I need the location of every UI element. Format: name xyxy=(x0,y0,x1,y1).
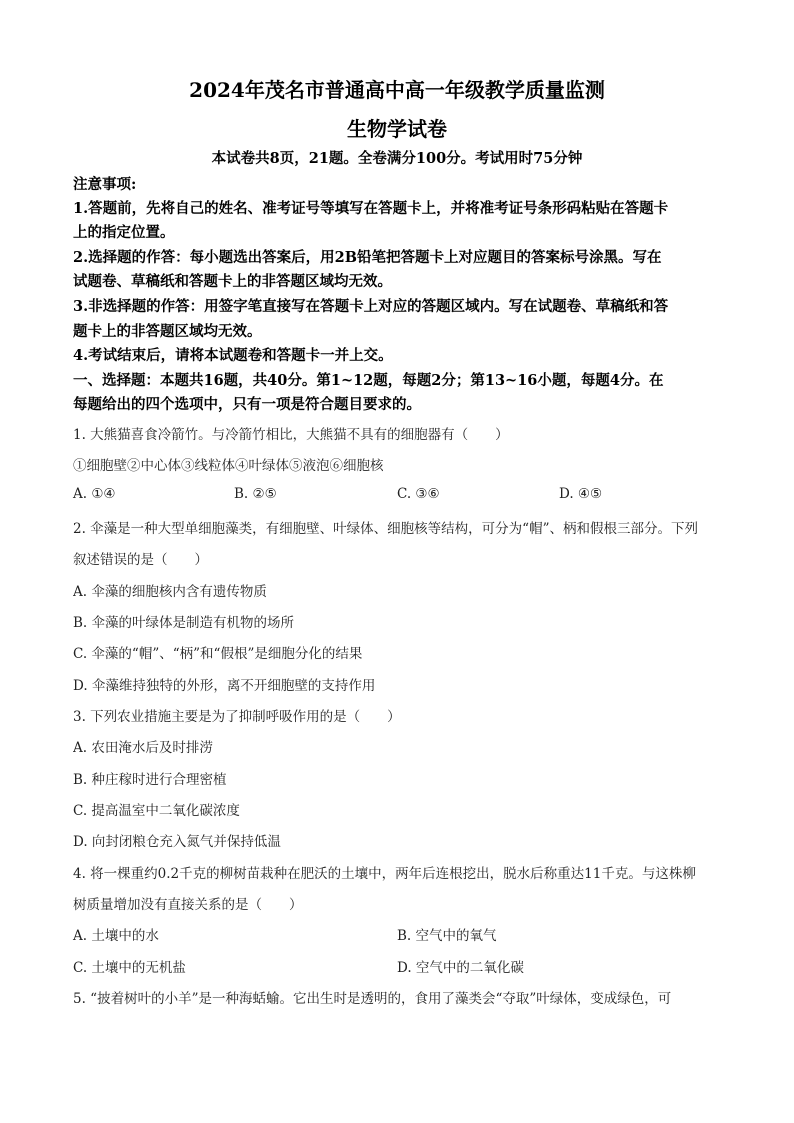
notice-item-2: 2.选择题的作答：每小题选出答案后，用2B铅笔把答题卡上对应题目的答案标号涂黑。写在 xyxy=(73,249,662,266)
notice-item-3-cont: 题卡上的非答题区域均无效。 xyxy=(73,323,262,340)
notice-item-4: 4.考试结束后，请将本试题卷和答题卡一并上交。 xyxy=(73,347,393,364)
question-1-stem: 1. 大熊猫喜食冷箭竹。与冷箭竹相比，大熊猫不具有的细胞器有（ ） xyxy=(73,427,509,443)
question-2-option-d: D. 伞藻维持独特的外形，离不开细胞壁的支持作用 xyxy=(73,678,376,694)
question-4-option-c: C. 土壤中的无机盐 xyxy=(73,960,186,976)
section-1-heading-cont: 每题给出的四个选项中，只有一项是符合题目要求的。 xyxy=(73,396,421,413)
question-3-option-b: B. 种庄稼时进行合理密植 xyxy=(73,772,227,788)
question-4-option-b: B. 空气中的氧气 xyxy=(397,928,497,944)
section-1-heading: 一、选择题：本题共16题，共40分。第1~12题，每题2分；第13~16小题，每题4分。在 xyxy=(73,372,664,389)
question-2-option-b: B. 伞藻的叶绿体是制造有机物的场所 xyxy=(73,615,295,631)
exam-info: 本试卷共8页，21题。全卷满分100分。考试用时75分钟 xyxy=(211,150,583,167)
question-3-option-a: A. 农田淹水后及时排涝 xyxy=(73,740,213,756)
notice-item-1-cont: 上的指定位置。 xyxy=(73,224,175,241)
question-3-option-c: C. 提高温室中二氧化碳浓度 xyxy=(73,803,240,819)
question-2-stem-cont: 叙述错误的是（ ） xyxy=(73,552,208,568)
question-4-stem-cont: 树质量增加没有直接关系的是（ ） xyxy=(73,897,303,913)
question-5-stem: 5. “披着树叶的小羊”是一种海蛞蝓。它出生时是透明的，食用了藻类会“夺取”叶绿体，变成绿色，可 xyxy=(73,991,672,1007)
question-4-stem: 4. 将一棵重约0.2千克的柳树苗栽种在肥沃的土壤中，两年后连根挖出，脱水后称重达11千克。与这株柳 xyxy=(73,866,696,882)
question-1-option-d: D. ④⑤ xyxy=(559,486,603,502)
question-1-option-a: A. ①④ xyxy=(73,486,116,502)
question-2-stem: 2. 伞藻是一种大型单细胞藻类，有细胞壁、叶绿体、细胞核等结构，可分为“帽”、柄和假根三部分。下列 xyxy=(73,521,698,537)
question-4-option-d: D. 空气中的二氧化碳 xyxy=(397,960,524,976)
question-3-stem: 3. 下列农业措施主要是为了抑制呼吸作用的是（ ） xyxy=(73,709,401,725)
notice-item-2-cont: 试题卷、草稿纸和答题卡上的非答题区域均无效。 xyxy=(73,273,392,290)
notice-item-3: 3.非选择题的作答：用签字笔直接写在答题卡上对应的答题区域内。写在试题卷、草稿纸和答 xyxy=(73,298,669,315)
exam-title: 2024年茂名市普通高中高一年级教学质量监测 xyxy=(189,78,605,102)
question-1-option-b: B. ②⑤ xyxy=(234,486,277,502)
question-2-option-a: A. 伞藻的细胞核内含有遗传物质 xyxy=(73,584,267,600)
notice-heading: 注意事项: xyxy=(73,176,137,193)
exam-subject: 生物学试卷 xyxy=(347,117,447,141)
question-1-option-c: C. ③⑥ xyxy=(397,486,440,502)
question-2-option-c: C. 伞藻的“帽”、“柄”和“假根”是细胞分化的结果 xyxy=(73,646,363,662)
notice-item-1: 1.答题前，先将自己的姓名、准考证号等填写在答题卡上，并将准考证号条形码粘贴在答题卡 xyxy=(73,200,669,217)
question-1-list: ①细胞壁②中心体③线粒体④叶绿体⑤液泡⑥细胞核 xyxy=(73,458,384,474)
question-4-option-a: A. 土壤中的水 xyxy=(73,928,159,944)
question-3-option-d: D. 向封闭粮仓充入氮气并保持低温 xyxy=(73,834,281,850)
